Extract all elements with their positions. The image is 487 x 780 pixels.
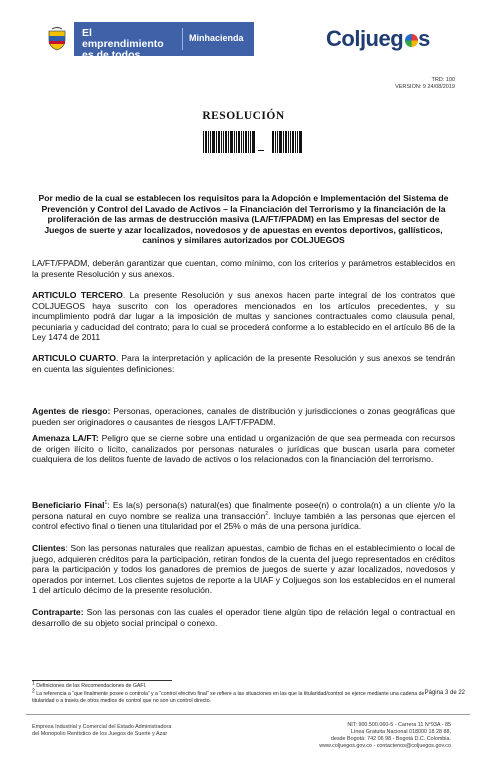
footnote-divider [32,680,172,681]
definition-clients: Clientes: Son las personas naturales que realizan apuestas, cambio de fichas en el establecimiento o local de juego, adquieren créditos para la participación, retiran fondos de la cuenta del juego representados en créditos para la participación y todos los ganadores de premios de juegos de suerte y azar localizados, novedosos y operados por internet. Los clientes sujetos de reporte a la UIAF y Coljuegos son los establecidos en el numeral 1 del artículo décimo de la presente resolución. [32,543,455,596]
footnote-1: $^1$ Definiciones de las Recomendaciones de GAFI. [32,680,147,689]
footer-entity: Empresa Industrial y Comercial del Estado Administradora del Monopolio Rentístico de los Juegos de Suerte y Azar [32,724,172,737]
barcode-icon [272,131,303,153]
colombia-crest-icon [40,22,74,56]
definition-counterpart: Contraparte: Son las personas con las cuales el operador tiene algún tipo de relación legal o contractual en desarrollo de su objeto social principal o conexo. [32,607,455,628]
page-number: Página 3 de 22 [424,690,465,696]
banner-slogan: El emprendimiento es de todos [82,27,164,61]
definition-threat: Amenaza LA/FT: Peligro que se cierne sobre una entidad u organización de que sea permeada con recursos de origen ilícito o lícito, canalizados por personas naturales o jurídicas que buscan usarla para cometer cualquiera de los delitos fuente de lavado de activos o los relacionados con la financiación del terrorismo. [32,433,455,465]
article-fourth: ARTICULO CUARTO. Para la interpretación y aplicación de la presente Resolución y sus anexos se tendrán en cuenta las siguientes definiciones: [32,353,455,374]
document-version: TRD: 100 VERSION: 9 24/08/2019 [395,77,455,90]
footer-divider [26,714,470,715]
coljuegos-logo: Coljueg s [326,26,430,51]
definition-risk-agents: Agentes de riesgo: Personas, operaciones, canales de distribución y jurisdicciones o zonas geográficas que pueden ser originadores o causantes de riesgos LA/FT/FPADM. [32,406,455,427]
resolution-subject: Por medio de la cual se establecen los requisitos para la Adopción e Implementación del Sistema de Prevención y Control del Lavado de Activos – la Financiación del Terrorismo y la financiación de la proliferación de las armas de destrucción masiva (LA/FT/FPADM) en las Empresas del sector de Juegos de suerte y azar localizados, novedosos y de apuestas en eventos deportivos, gallísticos, caninos y similares autorizados por COLJUEGOS [38,193,449,246]
article-third: ARTICULO TERCERO. La presente Resolución y sus anexos hacen parte integral de los contratos que COLJUEGOS haya suscrito con los operadores mencionados en los artículos precedentes, y su incumplimiento podrá dar lugar a la imposición de multas y sanciones contractuales como clausula penal, pecuniaria y caducidad del contrato; para lo cual se procederá conforme a lo establecido en el artículo 86 de la Ley 1474 de 2011 [32,290,455,343]
footnote-2: $^2$ La referencia a “que finalmente posee o controla” y a “control efectivo final” se refiere a las situaciones en las que la titularidad/control se ejerce mediante una cadena de titularidad o a través de otros medios de control que no son un control directo. [32,688,425,704]
definition-beneficiary: Beneficiario Final$^1$: Es la(s) persona(s) natural(es) que finalmente posee(n) o controla(n) a un cliente y/o la persona natural en cuyo nombre se realiza una transacción$^2$. Incluye también a las personas que ejercen el control efectivo final o tienen una titularidad por el 25% o más de una persona jurídica. [32,500,455,532]
logo-ball-icon [405,34,418,47]
document-title: RESOLUCIÓN [202,110,285,122]
footer-contact: NIT: 900.500.060-5 - Carrera 11 N°93A - 85 Línea Gratuita Nacional 018000 18 28 88, desde Bogotá: 742 06 98 - Bogotá D.C. Colombia. www.coljuegos.gov.co - contactenos@coljuegos.gov.co [319,722,451,749]
paragraph: LA/FT/FPADM, deberán garantizar que cuentan, como mínimo, con los criterios y parámetros establecidos en la presente Resolución y sus anexos. [32,258,455,279]
barcode-separator [258,150,264,151]
government-banner [40,22,254,61]
ministry-name: Minhacienda [189,33,244,43]
barcode-icon [203,131,256,153]
